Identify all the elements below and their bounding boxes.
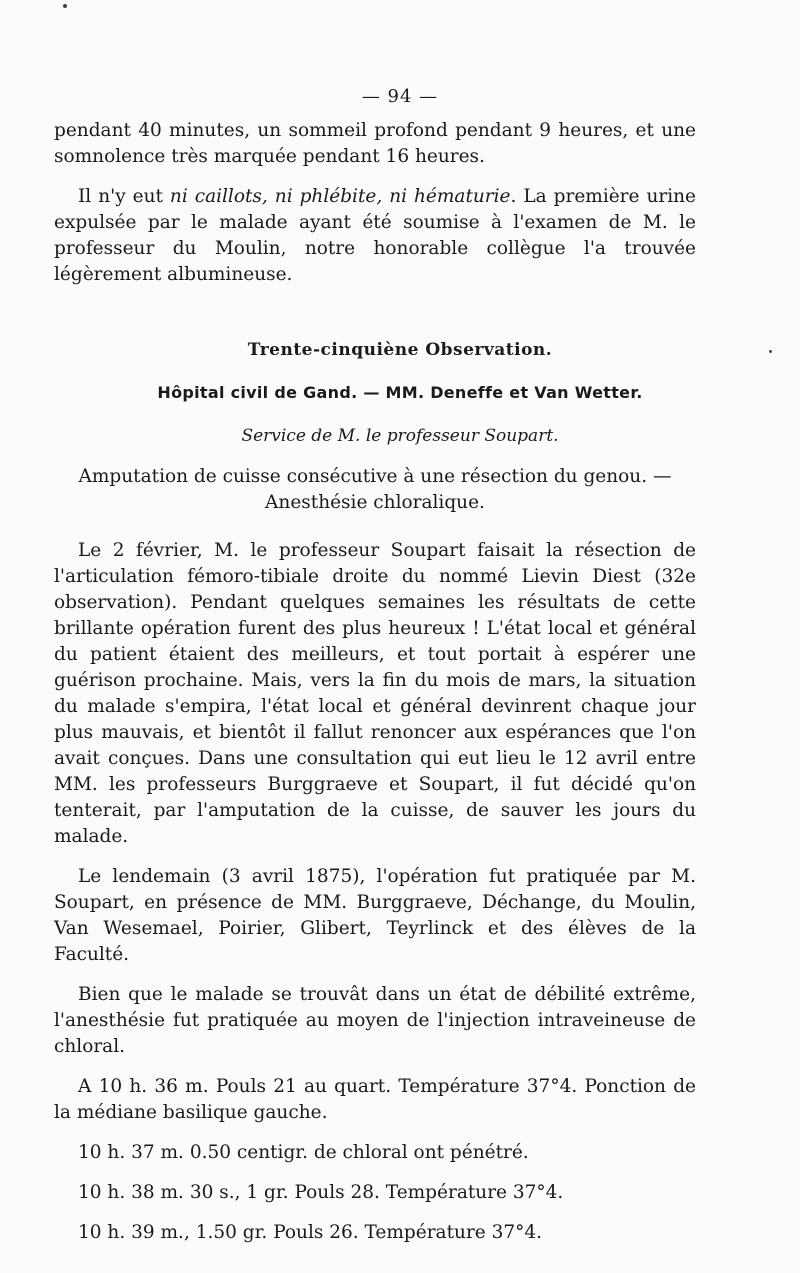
- body-paragraph-6: 10 h. 38 m. 30 s., 1 gr. Pouls 28. Température 37°4.: [78, 1182, 564, 1203]
- intro-paragraph-2-start: Il n'y eut: [78, 186, 170, 207]
- intro-paragraph-2-end: . La première urine expulsée par le malade ayant été soumise à l'examen de M. le professeur du Moulin, notre honorable collègue l'a trouvée légèrement albumineuse.: [54, 186, 696, 285]
- ink-speck: [63, 4, 67, 8]
- observation-description: Amputation de cuisse consécutive à une résection du genou. — Anesthésie chloralique.: [78, 466, 672, 513]
- body-paragraph-7: 10 h. 39 m., 1.50 gr. Pouls 26. Température 37°4.: [78, 1222, 543, 1243]
- intro-paragraph-1: pendant 40 minutes, un sommeil profond pendant 9 heures, et une somnolence très marquée pendant 16 heures.: [54, 120, 696, 167]
- body-paragraph-4: A 10 h. 36 m. Pouls 21 au quart. Température 37°4. Ponction de la médiane basilique gauche.: [54, 1076, 696, 1123]
- body-text: [54, 538, 696, 1246]
- observation-title: Trente-cinquiène Observation.: [247, 340, 553, 360]
- observation-service: Service de M. le professeur Soupart.: [241, 426, 559, 446]
- body-paragraph-1: Le 2 février, M. le professeur Soupart faisait la résection de l'articulation fémoro-tibiale droite du nommé Lievin Diest (32e observation). Pendant quelques semaines les résultats de cette brillante opération furent des plus heureux ! L'état local et général du patient étaient des meilleurs, et tout portait à espérer une guérison prochaine. Mais, vers la fin du mois de mars, la situation du malade s'empira, l'état local et général devinrent chaque jour plus mauvais, et bientôt il fallut renoncer aux espérances que l'on avait conçues. Dans une consultation qui eut lieu le 12 avril entre MM. les professeurs Burggraeve et Soupart, il fut décidé qu'on tenterait, par l'amputation de la cuisse, de sauver les jours du malade.: [54, 540, 696, 847]
- intro-paragraph-2: [54, 184, 696, 288]
- body-paragraph-5: 10 h. 37 m. 0.50 centigr. de chloral ont pénétré.: [78, 1142, 529, 1163]
- observation-hospital: Hôpital civil de Gand. — MM. Deneffe et Van Wetter.: [157, 383, 643, 402]
- intro-paragraph-2-italic: ni caillots, ni phlébite, ni hématurie: [169, 186, 511, 207]
- body-paragraph-3: Bien que le malade se trouvât dans un état de débilité extrême, l'anesthésie fut pratiquée au moyen de l'injection intraveineuse de chloral.: [54, 984, 696, 1057]
- body-paragraph-2: Le lendemain (3 avril 1875), l'opération fut pratiquée par M. Soupart, en présence de MM. Burggraeve, Déchange, du Moulin, Van Wesemael, Poirier, Glibert, Teyrlinck et des élèves de la Faculté.: [54, 866, 696, 965]
- intro-text: [54, 118, 696, 288]
- page-number: — 94 —: [361, 86, 439, 107]
